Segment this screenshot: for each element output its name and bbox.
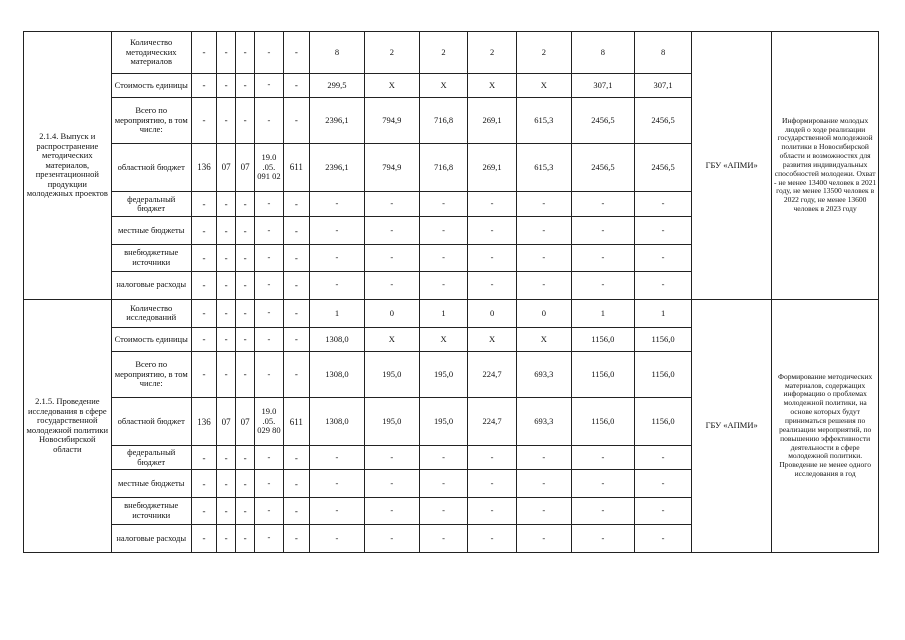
value-cell: 2 — [468, 32, 517, 74]
value-cell: - — [468, 470, 517, 498]
value-cell: 195,0 — [364, 398, 419, 446]
value-cell: X — [516, 73, 571, 97]
value-cell: - — [635, 446, 692, 470]
value-cell: - — [419, 245, 468, 271]
code-cell: 136 — [191, 143, 216, 191]
value-cell: - — [310, 470, 365, 498]
value-cell: - — [635, 470, 692, 498]
value-cell: 1156,0 — [571, 398, 634, 446]
row-label-cell: федеральный бюджет — [111, 192, 191, 217]
value-cell: 615,3 — [516, 143, 571, 191]
value-cell: 2 — [364, 32, 419, 74]
table-body — [24, 32, 879, 553]
value-cell: 269,1 — [468, 97, 517, 143]
value-cell: 224,7 — [468, 352, 517, 398]
value-cell: - — [516, 470, 571, 498]
code-cell: - — [217, 352, 236, 398]
value-cell: - — [468, 192, 517, 217]
code-cell: - — [217, 32, 236, 74]
value-cell: 716,8 — [419, 143, 468, 191]
code-cell: - — [217, 192, 236, 217]
table-row — [24, 299, 879, 327]
code-cell: - — [217, 470, 236, 498]
code-cell: - — [217, 498, 236, 524]
code-cell: - — [283, 446, 309, 470]
code-cell: - — [236, 217, 255, 245]
code-cell: - — [191, 470, 216, 498]
table-row — [24, 32, 879, 74]
value-cell: 794,9 — [364, 143, 419, 191]
code-cell: - — [217, 524, 236, 552]
value-cell: X — [364, 73, 419, 97]
code-cell: - — [236, 470, 255, 498]
code-cell: - — [283, 327, 309, 351]
value-cell: - — [516, 245, 571, 271]
value-cell: - — [635, 271, 692, 299]
code-cell: - — [255, 245, 284, 271]
code-cell: - — [191, 245, 216, 271]
code-cell: - — [236, 352, 255, 398]
value-cell: 615,3 — [516, 97, 571, 143]
code-cell: - — [191, 446, 216, 470]
code-cell: - — [191, 352, 216, 398]
code-cell: - — [255, 327, 284, 351]
value-cell: - — [468, 217, 517, 245]
code-cell: - — [255, 32, 284, 74]
value-cell: 2456,5 — [571, 97, 634, 143]
code-cell: - — [236, 245, 255, 271]
code-cell: - — [283, 97, 309, 143]
value-cell: 1 — [310, 299, 365, 327]
value-cell: - — [516, 446, 571, 470]
value-cell: 1156,0 — [635, 398, 692, 446]
value-cell: - — [516, 271, 571, 299]
value-cell: 1 — [571, 299, 634, 327]
value-cell: - — [571, 446, 634, 470]
value-cell: - — [516, 498, 571, 524]
value-cell: - — [310, 217, 365, 245]
value-cell: - — [364, 446, 419, 470]
value-cell: 2396,1 — [310, 97, 365, 143]
value-cell: - — [310, 245, 365, 271]
code-cell: - — [255, 524, 284, 552]
row-label-cell: федеральный бюджет — [111, 446, 191, 470]
executor-cell: ГБУ «АПМИ» — [692, 299, 772, 552]
code-cell: - — [217, 271, 236, 299]
expected-result-cell: Информирование молодых людей о ходе реализации государственной молодежной политики в Новосибирской области и возможностях для развития индивидуальных способностей молодежи. Охват - не менее 13400 человек в 2021 году, не менее 13500 человек в 2022 году, не менее 13600 человек в 2023 году — [772, 32, 879, 300]
row-label-cell: налоговые расходы — [111, 524, 191, 552]
code-cell: - — [255, 470, 284, 498]
code-cell: - — [236, 97, 255, 143]
value-cell: 2456,5 — [635, 143, 692, 191]
code-cell: - — [236, 498, 255, 524]
value-cell: - — [310, 498, 365, 524]
expected-result-cell: Формирование методических материалов, содержащих информацию о проблемах молодежной политики, на основе которых будут приниматься решения по реализации мероприятий, по повышению эффективности деятельности в сфере молодежной политики. Проведение не менее одного исследования в год — [772, 299, 879, 552]
code-cell: - — [255, 299, 284, 327]
code-cell: - — [236, 327, 255, 351]
value-cell: - — [364, 271, 419, 299]
code-cell: 19.0 .05. 091 02 — [255, 143, 284, 191]
code-cell: - — [255, 73, 284, 97]
value-cell: - — [635, 524, 692, 552]
value-cell: 1308,0 — [310, 352, 365, 398]
code-cell: - — [255, 97, 284, 143]
value-cell: 8 — [571, 32, 634, 74]
code-cell: 19.0 .05. 029 80 — [255, 398, 284, 446]
code-cell: - — [191, 327, 216, 351]
measure-name-cell: 2.1.5. Проведение исследования в сфере государственной молодежной политики Новосибирской области — [24, 299, 112, 552]
value-cell: - — [310, 446, 365, 470]
row-label-cell: местные бюджеты — [111, 217, 191, 245]
value-cell: - — [364, 524, 419, 552]
value-cell: - — [635, 245, 692, 271]
code-cell: - — [191, 217, 216, 245]
code-cell: - — [191, 498, 216, 524]
value-cell: - — [571, 192, 634, 217]
value-cell: - — [571, 271, 634, 299]
value-cell: 2456,5 — [571, 143, 634, 191]
code-cell: 07 — [236, 143, 255, 191]
value-cell: 1308,0 — [310, 398, 365, 446]
value-cell: - — [635, 192, 692, 217]
code-cell: - — [236, 524, 255, 552]
value-cell: - — [516, 217, 571, 245]
value-cell: 224,7 — [468, 398, 517, 446]
value-cell: 693,3 — [516, 398, 571, 446]
code-cell: - — [255, 192, 284, 217]
row-label-cell: налоговые расходы — [111, 271, 191, 299]
code-cell: - — [191, 192, 216, 217]
value-cell: 2396,1 — [310, 143, 365, 191]
code-cell: - — [191, 271, 216, 299]
code-cell: - — [255, 498, 284, 524]
value-cell: - — [468, 524, 517, 552]
row-label-cell: областной бюджет — [111, 143, 191, 191]
value-cell: 269,1 — [468, 143, 517, 191]
value-cell: 307,1 — [635, 73, 692, 97]
code-cell: - — [283, 299, 309, 327]
code-cell: - — [191, 524, 216, 552]
code-cell: - — [255, 446, 284, 470]
value-cell: 299,5 — [310, 73, 365, 97]
program-table — [23, 31, 879, 553]
value-cell: 0 — [364, 299, 419, 327]
value-cell: - — [364, 470, 419, 498]
value-cell: 2 — [419, 32, 468, 74]
value-cell: - — [571, 498, 634, 524]
code-cell: - — [191, 73, 216, 97]
value-cell: - — [310, 271, 365, 299]
value-cell: - — [468, 498, 517, 524]
value-cell: 0 — [468, 299, 517, 327]
value-cell: 716,8 — [419, 97, 468, 143]
row-label-cell: Количество методических материалов — [111, 32, 191, 74]
value-cell: - — [419, 271, 468, 299]
executor-cell: ГБУ «АПМИ» — [692, 32, 772, 300]
value-cell: 1156,0 — [571, 327, 634, 351]
value-cell: 0 — [516, 299, 571, 327]
code-cell: - — [217, 299, 236, 327]
value-cell: X — [419, 73, 468, 97]
value-cell: - — [468, 271, 517, 299]
value-cell: - — [364, 192, 419, 217]
value-cell: - — [635, 217, 692, 245]
value-cell: - — [364, 498, 419, 524]
code-cell: - — [236, 32, 255, 74]
code-cell: - — [191, 32, 216, 74]
value-cell: 1156,0 — [635, 352, 692, 398]
code-cell: - — [217, 327, 236, 351]
code-cell: 136 — [191, 398, 216, 446]
code-cell: - — [191, 299, 216, 327]
code-cell: - — [283, 271, 309, 299]
code-cell: - — [283, 352, 309, 398]
value-cell: X — [419, 327, 468, 351]
value-cell: X — [468, 327, 517, 351]
value-cell: X — [468, 73, 517, 97]
value-cell: - — [468, 245, 517, 271]
code-cell: - — [191, 97, 216, 143]
value-cell: - — [419, 192, 468, 217]
code-cell: - — [283, 470, 309, 498]
value-cell: - — [571, 217, 634, 245]
value-cell: X — [364, 327, 419, 351]
code-cell: - — [255, 271, 284, 299]
value-cell: X — [516, 327, 571, 351]
code-cell: 07 — [217, 398, 236, 446]
row-label-cell: Всего по мероприятию, в том числе: — [111, 352, 191, 398]
code-cell: 07 — [217, 143, 236, 191]
value-cell: 8 — [310, 32, 365, 74]
code-cell: - — [283, 217, 309, 245]
value-cell: - — [516, 524, 571, 552]
measure-name-cell: 2.1.4. Выпуск и распространение методических материалов, презентационной продукции молодежных проектов — [24, 32, 112, 300]
row-label-cell: Стоимость единицы — [111, 327, 191, 351]
value-cell: 1 — [635, 299, 692, 327]
value-cell: 2 — [516, 32, 571, 74]
row-label-cell: местные бюджеты — [111, 470, 191, 498]
value-cell: - — [419, 498, 468, 524]
value-cell: - — [419, 470, 468, 498]
value-cell: 195,0 — [419, 398, 468, 446]
code-cell: - — [283, 524, 309, 552]
value-cell: 2456,5 — [635, 97, 692, 143]
code-cell: - — [283, 32, 309, 74]
value-cell: - — [364, 245, 419, 271]
value-cell: - — [571, 245, 634, 271]
code-cell: - — [236, 299, 255, 327]
value-cell: - — [419, 217, 468, 245]
value-cell: 1156,0 — [571, 352, 634, 398]
value-cell: - — [419, 446, 468, 470]
value-cell: 195,0 — [419, 352, 468, 398]
value-cell: - — [364, 217, 419, 245]
code-cell: - — [255, 352, 284, 398]
code-cell: - — [217, 245, 236, 271]
code-cell: 07 — [236, 398, 255, 446]
row-label-cell: Количество исследований — [111, 299, 191, 327]
value-cell: - — [516, 192, 571, 217]
value-cell: - — [310, 524, 365, 552]
code-cell: - — [236, 446, 255, 470]
code-cell: - — [217, 217, 236, 245]
code-cell: - — [283, 73, 309, 97]
code-cell: - — [236, 271, 255, 299]
value-cell: 1308,0 — [310, 327, 365, 351]
row-label-cell: внебюджетные источники — [111, 498, 191, 524]
code-cell: - — [283, 192, 309, 217]
code-cell: - — [217, 97, 236, 143]
value-cell: 195,0 — [364, 352, 419, 398]
code-cell: - — [217, 446, 236, 470]
code-cell: 611 — [283, 143, 309, 191]
code-cell: - — [255, 217, 284, 245]
value-cell: 794,9 — [364, 97, 419, 143]
value-cell: - — [419, 524, 468, 552]
value-cell: - — [635, 498, 692, 524]
value-cell: - — [571, 524, 634, 552]
code-cell: - — [217, 73, 236, 97]
row-label-cell: Всего по мероприятию, в том числе: — [111, 97, 191, 143]
value-cell: - — [571, 470, 634, 498]
value-cell: - — [310, 192, 365, 217]
value-cell: - — [468, 446, 517, 470]
row-label-cell: Стоимость единицы — [111, 73, 191, 97]
code-cell: - — [236, 192, 255, 217]
code-cell: 611 — [283, 398, 309, 446]
code-cell: - — [283, 245, 309, 271]
row-label-cell: областной бюджет — [111, 398, 191, 446]
value-cell: 1 — [419, 299, 468, 327]
code-cell: - — [236, 73, 255, 97]
row-label-cell: внебюджетные источники — [111, 245, 191, 271]
value-cell: 693,3 — [516, 352, 571, 398]
value-cell: 1156,0 — [635, 327, 692, 351]
value-cell: 8 — [635, 32, 692, 74]
code-cell: - — [283, 498, 309, 524]
value-cell: 307,1 — [571, 73, 634, 97]
